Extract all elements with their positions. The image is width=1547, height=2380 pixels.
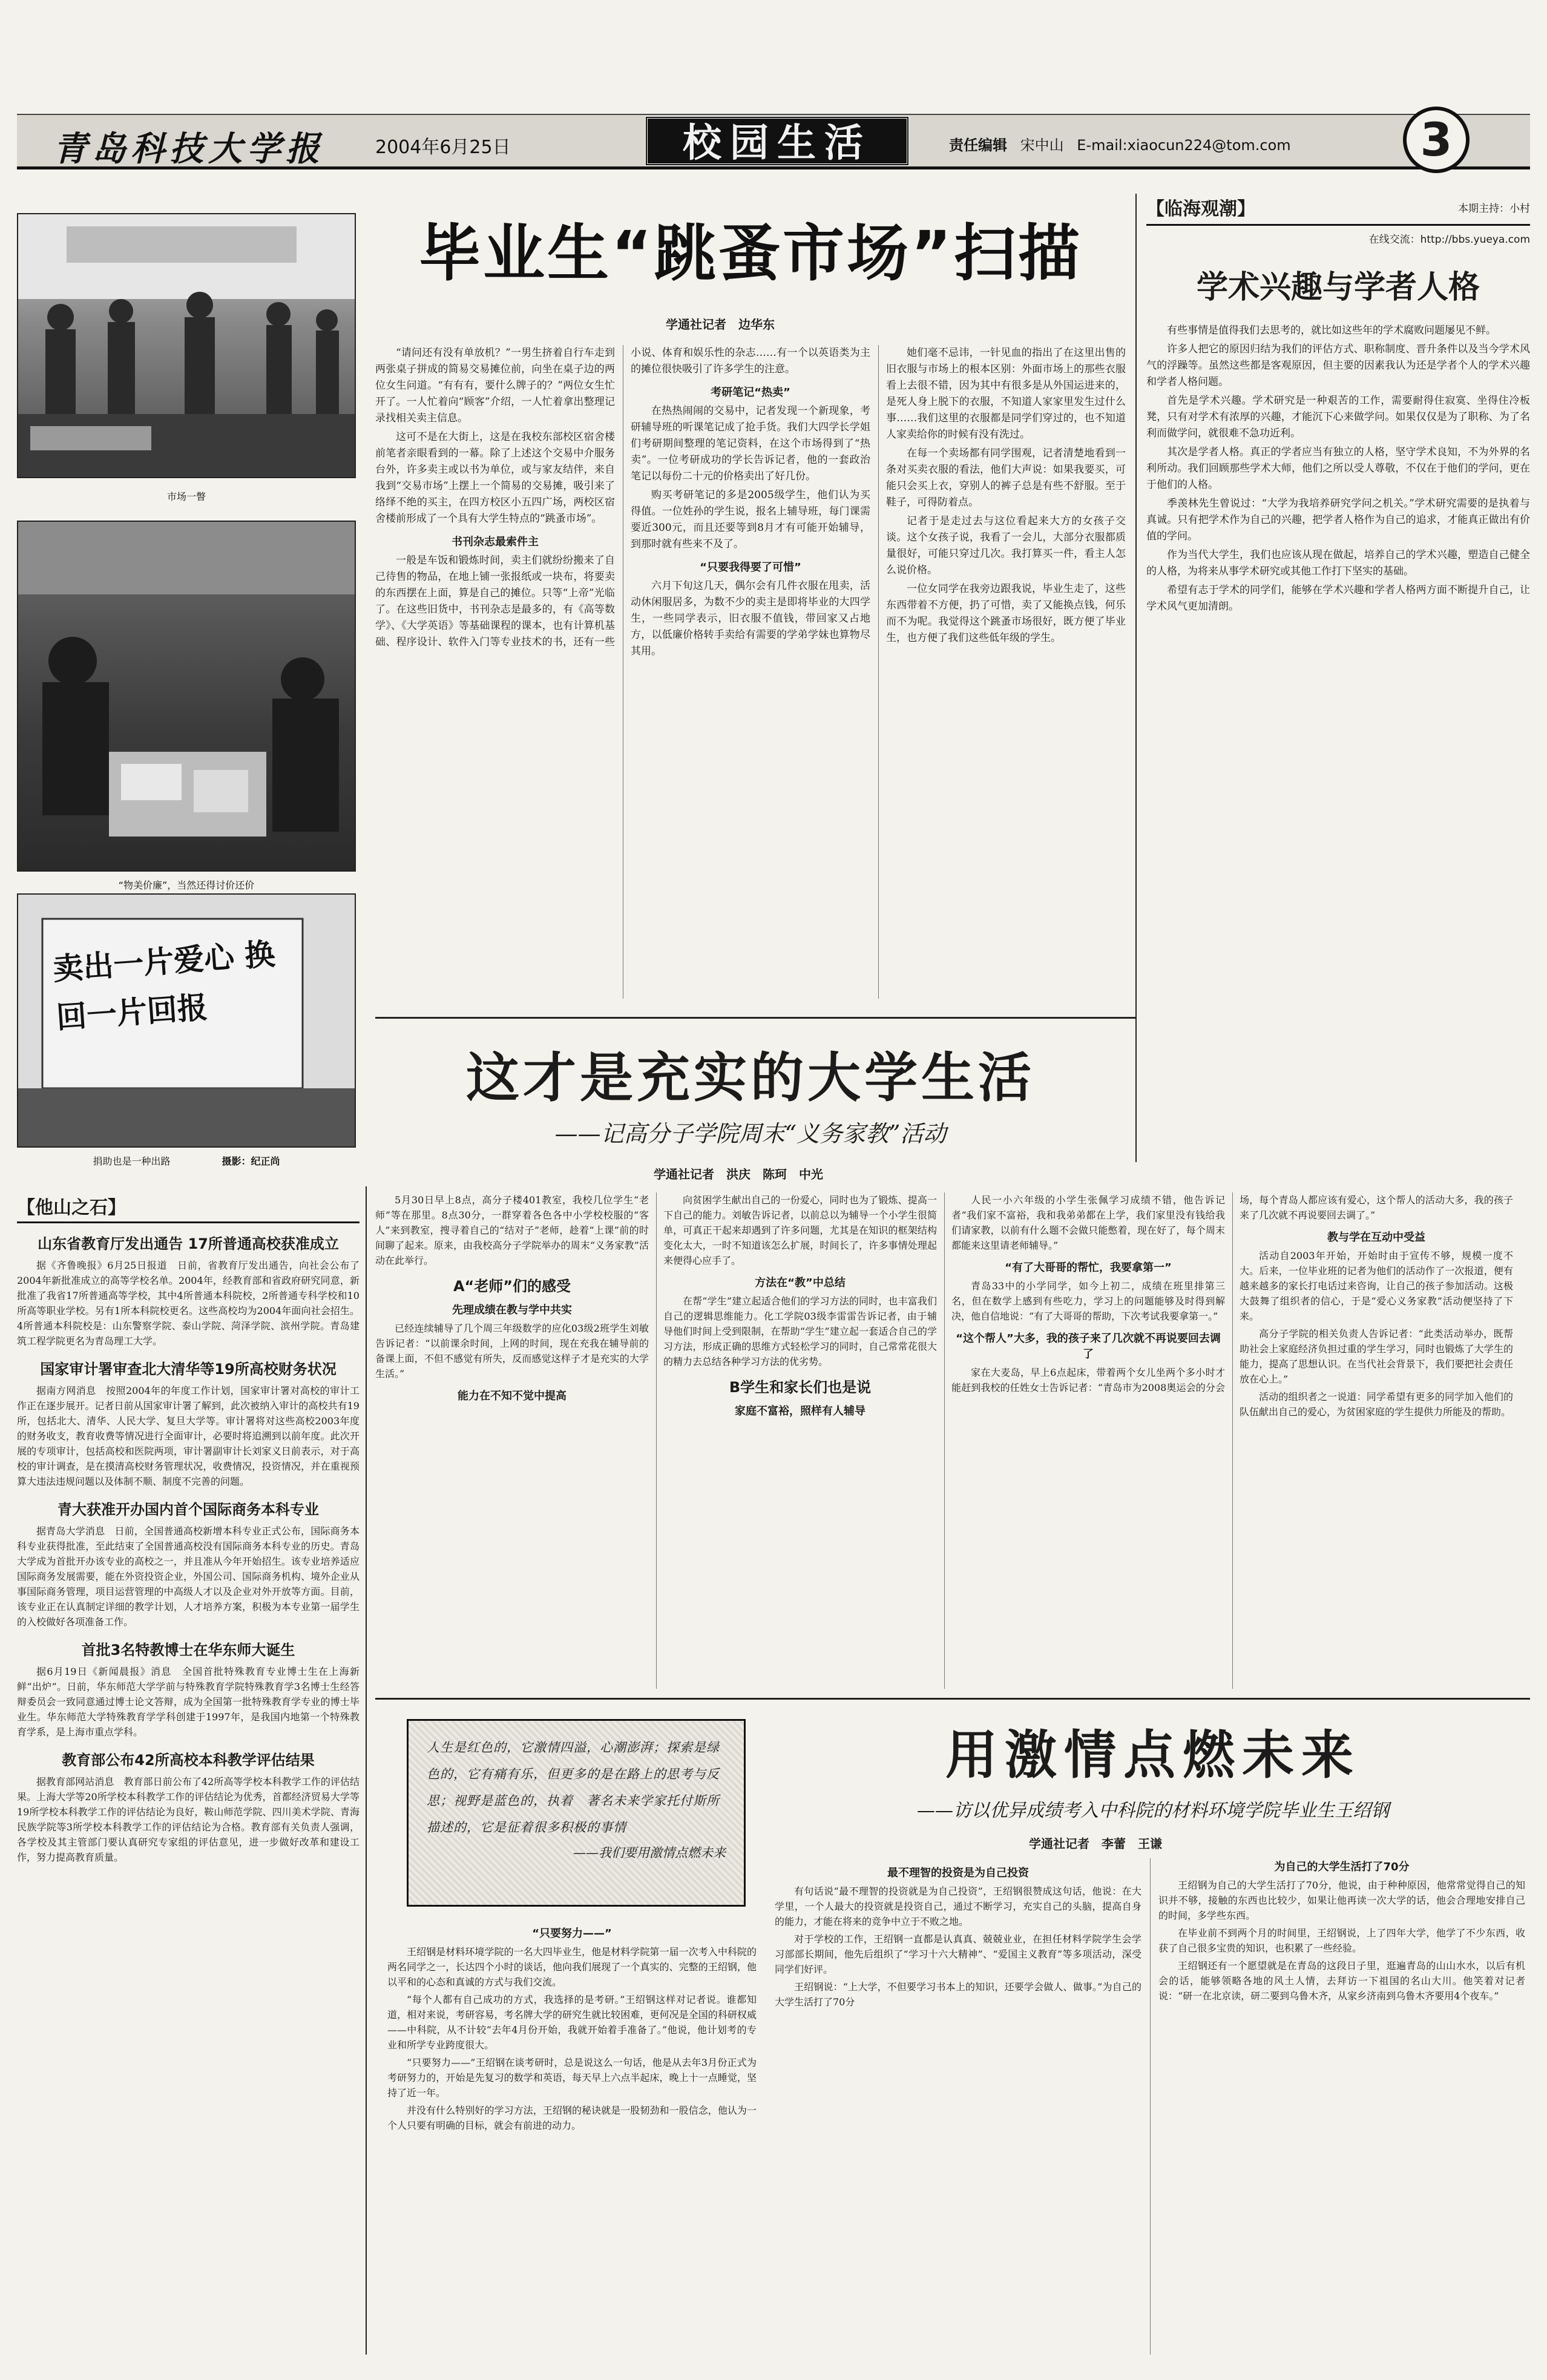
tutor-top-rule: [375, 1017, 1135, 1019]
page-number: [1403, 107, 1470, 173]
flea-paragraph: 在热热闹闹的交易中，记者发现一个新现象，考研辅导班的听课笔记成了抢手货。我们大四学长学姐们考研期间整理的笔记资料，在这个市场得到了“热卖”。一位考研成功的学长告诉记者，他的一套政治笔记以每份二十元的价格卖出了好几份。: [631, 405, 870, 482]
donation-caption-text: 捐助也是一种出路: [93, 1155, 171, 1167]
paper-name-logo: 青岛科技大学报: [53, 129, 324, 169]
flea-market-byline: 学通社记者 边华东: [666, 317, 775, 332]
haiyang-host: 本期主持：小村: [1458, 202, 1530, 215]
flea-subheading: 考研笔记“热卖”: [711, 386, 790, 399]
haiyang-column: [1146, 194, 1530, 1162]
passion-subheading: 为自己的大学生活打了70分: [1274, 1861, 1410, 1873]
tutor-section-heading: A“老师”们的感受: [453, 1278, 571, 1295]
passion-subtitle: ——访以优异成绩考入中科院的材料环境学院毕业生王绍钢: [917, 1800, 1389, 1821]
haiyang-paragraph: 希望有志于学术的同学们，能够在学术兴趣和学者人格两方面不断提升自己，让学术风气更加清朗。: [1146, 584, 1530, 613]
tutor-subheading: “有了大哥哥的帮忙，我要拿第一”: [1005, 1261, 1172, 1274]
tutor-paragraph: 5月30日早上8点，高分子楼401教室，我校几位学生“老师”等在那里。8点30分，一群穿着各色各中小学校校服的“客人”来到教室，搜寻着自己的“结对子”老师，趁着“上课”前的时间聊了起来。原来，由我校高分子学院举办的周末“义务家教”活动在此举行。: [375, 1194, 649, 1266]
flea-paragraph: 六月下旬这几天，偶尔会有几件衣服在甩卖，活动休闲服居多，为数不少的卖主是即将毕业的大四学生，一些同学表示，旧衣服不值钱，带回家又占地方，以低廉价格转手卖给有需要的学弟学妹也算物尽其用。: [631, 580, 870, 657]
passion-paragraph: 王绍钢是材料环境学院的一名大四毕业生，他是材料学院第一届一次考入中科院的两名同学之一，长达四个小时的谈话，他向我们展现了一个真实的、完整的王绍钢，他以平和的心态和真诚的方式与我们交流。: [387, 1946, 757, 1988]
brief-text: 据青岛大学消息 日前，全国普通高校新增本科专业正式公布，国际商务本科专业获得批准，至此结束了全国普通高校没有国际商务本科专业的历史。青岛大学成为首批开办该专业的高校之一，并且准从今年开始招生。该专业培养适应国际商务发展需要，能在外资投资企业，外国公司、国际商务机构、境外企业从事国际商务管理，项目运营管理的中高级人才以及企业对外开放等方面。目前，该专业正在认真制定详细的教学计划，人才培养方案，积极为本专业第一届学生的入校做好各项准备工作。: [17, 1525, 360, 1628]
passion-paragraph: “只要努力——”王绍钢在谈考研时，总是说这么一句话，他是从去年3月份正式为考研努力的，开始是先复习的数学和英语，每天早上六点半起床，晚上十一点睡觉，坚持了近一年。: [387, 2057, 757, 2099]
haiyang-title: 学术兴趣与学者人格: [1196, 269, 1480, 306]
passion-body-right: [775, 1858, 1525, 2355]
passion-paragraph: 王绍钢说：“上大学，不但要学习书本上的知识，还要学会做人、做事。”为自己的大学生活打了70分: [775, 1981, 1141, 2008]
passion-paragraph: 王绍钢为自己的大学生活打了70分，他说，由于种种原因，他常常觉得自己的知识并不够，接触的东西也比较少，如果让他再读一次大学的话，他会合理地安排自己的时间，多学些东西。: [1158, 1879, 1525, 1921]
passion-subheading: 最不理智的投资是为自己投资: [887, 1867, 1029, 1879]
photo-caption-bargain: “物美价廉”，当然还得讨价还价: [118, 879, 255, 891]
haiyang-paragraph: 有些事情是值得我们去思考的，就比如这些年的学术腐败问题屡见不鲜。: [1167, 324, 1496, 337]
flea-paragraph: 在每一个卖场都有同学围观，记者清楚地看到一条对买卖衣服的看法，他们大声说：如果我要买，可能只会买上衣，穿别人的裤子总是有些不舒服。至于鞋子，可得防着点。: [886, 447, 1126, 508]
haiyang-paragraph: 其次是学者人格。真正的学者应当有独立的人格，坚守学术良知，不为外界的名利所动。我们回顾那些学术大师，他们之所以受人尊敬，不仅在于他们的学问，更在于他们的人格。: [1146, 446, 1530, 491]
tutor-body: [375, 1192, 1513, 1689]
haiyang-header-row: [1146, 194, 1530, 226]
haiyang-paragraph: 季羡林先生曾说过：“大学为我培养研究学问之机关。”学术研究需要的是执着与真诚。只有把学术作为自己的兴趣，把学者人格作为自己的追求，才能真正做出有价值的学问。: [1146, 498, 1530, 542]
tutor-subheading: 教与学在互动中受益: [1327, 1231, 1425, 1244]
tutor-paragraph: 向贫困学生献出自己的一份爱心，同时也为了锻炼、提高一下自己的能力。刘敏告诉记者，以前总以为辅导一个小学生很简单，可真正干起来却遇到了许多问题，尤其是在知识的框架结构变化太大，一时不知道该怎么扩展，时间长了，许多事情处理起来便得心应手了。: [663, 1194, 937, 1266]
quote-text: 人生是红色的，它激情四溢，心潮澎湃；探索是绿色的，它有痛有乐，但更多的是在路上的思考与反思；视野是蓝色的，执着 著名未来学家托付斯所描述的，它是征着很多积极的事情: [427, 1740, 720, 1835]
haiyang-forum: 在线交流：http://bbs.yueya.com: [1368, 234, 1530, 246]
flea-paragraph: 记者于是走过去与这位看起来大方的女孩子交谈。这个女孩子说，我看了一会儿，大部分衣服都质量很好，可能只穿过几次。我打算买一件，看主人怎么说价格。: [886, 515, 1126, 576]
photo-caption-donation: [17, 1154, 356, 1168]
brief-title: 山东省教育厅发出通告 17所普通高校获准成立: [38, 1235, 339, 1252]
flea-paragraph: 她们毫不忌讳，一针见血的指出了在这里出售的旧衣服与市场上的根本区别：外面市场上的那些衣服看上去很不错，因为其中有很多是从外国运进来的，是死人身上脱下的衣服，不知道人家家里发生过什么事……我们这里的衣服都是同学们穿过的，也不知道人家卖给你的时候有没有洗过。: [886, 347, 1126, 441]
tutor-paragraph: 活动自2003年开始，开始时由于宣传不够，规模一度不大。后来，一位毕业班的记者为他们的活动作了一次报道，便有越来越多的家长打电话过来咨询，让自己的孩子参加活动。这极大鼓舞了组织者的信心，于是“爱心义务家教”活动便坚持了下来。: [1240, 1250, 1513, 1322]
tutor-title: 这才是充实的大学生活: [465, 1046, 1035, 1109]
tutor-paragraph: 家在大麦岛，早上6点起床，带着两个女儿坐两个多小时才能赶到我校的任姓女士告诉记者：“青岛市为2008奥运会的分会场，每个青岛人都应该有爱心，这个帮人的活动大多，我的孩子来了几次就不再说要回去调了。”: [951, 1194, 1513, 1393]
tutor-subheading: “这个帮人”大多，我的孩子来了几次就不再说要回去调了: [956, 1332, 1221, 1361]
photo-market-overview: [17, 213, 356, 478]
haiyang-header: 【临海观潮】: [1146, 199, 1255, 220]
brief-title: 国家审计署审查北大清华等19所高校财务状况: [40, 1361, 337, 1378]
tutor-paragraph: 青岛33中的小学同学，如今上初二，成绩在班里排第三名，但在数学上感到有些吃力，学习上的问题能够及时得到解决，他自信地说：“有了大哥哥的帮助，下次考试我要拿第一。”: [951, 1280, 1225, 1322]
tutor-subheading: 方法在“教”中总结: [755, 1277, 846, 1289]
brief-text: 据6月19日《新闻晨报》消息 全国首批特殊教育专业博士生在上海新鲜“出炉”。日前，华东师范大学学前与特殊教育学院特殊教育学3名博士生经答辩委员会一致同意通过博士论文答辩，成为全国第一批特殊教育学专业的博士毕业生。华东师范大学特殊教育学学科创建于1997年，是我国内地第一个特殊教育学系，是上海市重点学科。: [17, 1666, 360, 1738]
tutor-paragraph: 已经连续辅导了几个周三年级数学的应化03级2班学生刘敏告诉记者：“以前课余时间，上网的时间，现在充我在辅导前的备课上面，不但不感觉有所失，反而感觉这样子才是充实的大学生活。”: [375, 1323, 649, 1379]
briefs-header: 【他山之石】: [17, 1192, 360, 1223]
tutor-paragraph: 高分子学院的相关负责人告诉记者：“此类活动举办，既帮助社会上家庭经济负担过重的学生学习，同时也锻炼了大学生的能力，提高了思想认识。在当代社会背景下，我们要把社会责任放在心上。”: [1240, 1328, 1513, 1385]
passion-paragraph: 王绍钢还有一个愿望就是在青岛的这段日子里，逛遍青岛的山山水水，以后有机会的话，能够领略各地的风土人情，去拜访一下祖国的名山大川。他笑着对记者说：“研一在北京读，研二要到乌鲁木齐，从家乡济南到乌鲁木齐要用4个夜车。”: [1158, 1960, 1525, 2002]
tutor-byline: 学通社记者 洪庆 陈珂 中光: [654, 1167, 823, 1182]
editor-email: E-mail:xiaocun224@tom.com: [1077, 137, 1291, 154]
brief-text: 据教育部网站消息 教育部日前公布了42所高等学校本科教学工作的评估结果。上海大学等20所学校本科教学工作的评估结论为优秀，首都经济贸易大学等19所学校本科教学工作的评估结论为良好，鞍山师范学院、四川美术学院、青海民族学院等3所学校本科教学工作的评估结论为合格。教育部有关负责人强调，各学校及其主管部门要认真研究专家组的评估意见，进一步做好改革和建设工作，努力提高教育质量。: [17, 1776, 360, 1863]
flea-paragraph: 这可不是在大街上，这是在我校东部校区宿舍楼前笔者亲眼看到的一幕。除了上述这个交易中介服务台外，许多卖主或以书为单位，或与家友结伴，来自我到“交易市场”上摆上一个简易的交易摊，吸引来了络绎不绝的买主，在四方校区小五四广场，两校区宿舍楼前形成了一个具有大学生特点的“跳蚤市场”。: [375, 431, 615, 525]
tutor-paragraph: 人民一小六年级的小学生张佩学习成绩不错，他告诉记者“我们家不富裕，我和我弟弟都在上学，我们家里没有钱给我们请家教，以前有什么题不会做只能憋着，现在好了，每个周末都能来这里请老师辅导。”: [951, 1194, 1225, 1251]
passion-paragraph: 对于学校的工作，王绍钢一直都是认真真、兢兢业业，在担任材料学院学生会学习部部长期间，他先后组织了“学习十六大精神”、“爱国主义教育”等多项活动，深受同学们好评。: [775, 1933, 1141, 1975]
passion-top-rule: [375, 1698, 1530, 1700]
brief-text: 据《齐鲁晚报》6月25日报道 日前，省教育厅发出通告，向社会公布了2004年新批准成立的高等学校名单。2004年，经教育部和省政府研究同意，新批准了我省17所普通高等学校，其中4所普通本科院校，2所普通专科学校和10所高等职业学校。另有1所本科院校更名。这些高校均为2004年面向社会招生。4所普通本科院校是：山东警察学院、泰山学院、菏泽学院、滨州学院。青岛建筑工程学院更名为青岛理工大学。: [17, 1260, 360, 1347]
passion-subheading: “只要努力——”: [532, 1927, 612, 1940]
tutor-subheading: 家庭不富裕，照样有人辅导: [735, 1405, 865, 1418]
haiyang-paragraph: 首先是学术兴趣。学术研究是一种艰苦的工作，需要耐得住寂寞、坐得住冷板凳，只有对学术有浓厚的兴趣，才能沉下心来做学问。如果仅仅是为了职称、为了名利而做学问，就很难不急功近利。: [1146, 395, 1530, 439]
tutor-subheading: 能力在不知不觉中提高: [458, 1390, 567, 1402]
flea-market-body: [375, 345, 1126, 999]
flea-paragraph: 一位女同学在我旁边跟我说，毕业生走了，这些东西带着不方便，扔了可惜，卖了又能换点钱，何乐而不为呢。我觉得这个跳蚤市场很好，既方便了毕业生，也方便了我们这些低年级的学生。: [886, 583, 1126, 644]
passion-byline: 学通社记者 李蕾 王谦: [1029, 1836, 1162, 1851]
masthead: [17, 114, 1530, 169]
flea-paragraph: “请问还有没有单放机？”一男生挤着自行车走到两张桌子拼成的简易交易摊位前，向坐在桌子边的两位女生问道。“有有有，要什么牌子的？”两位女生忙开了。一人忙着向“顾客”介绍，一人忙着拿出整理记录找相关卖主信息。: [375, 347, 615, 424]
page-number-text: 3: [1420, 113, 1453, 166]
tutor-subheading: 先理成绩在教与学中共实: [452, 1304, 572, 1317]
haiyang-paragraph: 许多人把它的原因归结为我们的评估方式、职称制度、晋升条件以及当今学术风气的浮躁等。虽然这些都是客观原因，但主要的因素我认为还是学者个人的学术兴趣和学者人格问题。: [1146, 343, 1530, 388]
passion-title: 用激情点燃未来: [945, 1725, 1361, 1786]
editor-name: 宋中山: [1020, 137, 1064, 154]
bargain-illustration: [18, 522, 356, 872]
flea-market-title: 毕业生“跳蚤市场”扫描: [418, 218, 1083, 290]
passion-paragraph: 有句话说“最不理智的投资就是为自己投资”，王绍钢很赞成这句话，他说：在大学里，一个人最大的投资就是投资自己，通过不断学习，充实自己的头脑，提高自身的能力，才能在将来的竞争中立于不败之地。: [775, 1885, 1141, 1927]
passion-paragraph: 在毕业前不到两个月的时间里，王绍钢说，上了四年大学，他学了不少东西，收获了自己很多宝贵的知识，也积累了一些经验。: [1158, 1927, 1525, 1954]
brief-title: 首批3名特教博士在华东师大诞生: [81, 1642, 295, 1658]
brief-title: 青大获准开办国内首个国际商务本科专业: [57, 1501, 319, 1518]
quote-box: [407, 1719, 746, 1907]
column-divider: [1135, 194, 1137, 1162]
flea-subheading: “只要我得要了可惜”: [700, 561, 801, 574]
flea-paragraph: 一般是车饭和锻炼时间，卖主们就纷纷搬来了自己待售的物品，在地上铺一张报纸或一块布，将要卖的东西摆在上面，算是自己的摊位。只等“上帝”光临了。在这些旧货中，书刊杂志是最多的，有《高等数学》、《大学英语》等基础课程的课本，也有计算机基础、程序设计、软件入门等专业技术的书，还有一些小说、体育和娱乐性的杂志……有一个以英语类为主的摊位很快吸引了许多学生的注意。: [375, 347, 870, 648]
section-title: 校园生活: [645, 116, 909, 166]
haiyang-paragraph: 作为当代大学生，我们也应该从现在做起，培养自己的学术兴趣，塑造自己健全的人格，为将来从事学术研究或其他工作打下坚实的基础。: [1146, 549, 1530, 577]
passion-paragraph: 并没有什么特别好的学习方法，王绍钢的秘诀就是一股韧劲和一股信念，他认为一个人只要有明确的目标，就会有前进的动力。: [387, 2105, 757, 2131]
editor-label: 责任编辑: [949, 137, 1007, 154]
photo-donation: [17, 893, 356, 1148]
market-people-illustration: [18, 214, 356, 478]
issue-date: 2004年6月25日: [375, 137, 511, 158]
passion-paragraph: “每个人都有自己成功的方式，我选择的是考研。”王绍钢这样对记者说。谁都知道，相对来说，考研容易，考名牌大学的研究生就比较困难，更何况是全国的科研权威——中科院，从不计较“去年4月份开始，我就开始着手准备了。”他说，他计划考的专业和所学专业跨度很大。: [387, 1994, 757, 2051]
brief-title: 教育部公布42所高校本科教学评估结果: [62, 1752, 315, 1769]
photo-bargain: [17, 521, 356, 872]
photo-caption-market: 市场一瞥: [166, 491, 206, 502]
flea-subheading: 书刊杂志最索件主: [452, 536, 539, 548]
briefs-column: [17, 1192, 360, 2355]
passion-body-left: [387, 1919, 757, 2355]
tutor-paragraph: 在帮“学生”建立起适合他们的学习方法的同时，也丰富我们自己的逻辑思维能力。化工学院03级李雷雷告诉记者，由于辅导他们时间上受到限制，在帮助“学生”建立起一套适合自己的学习方法，形成正确的思维方式轻松学习的同时，自己常常花很大的精力去总结各种学习方法的优劣势。: [663, 1295, 937, 1367]
briefs-divider: [366, 1186, 367, 2355]
quote-author: ——我们要用激情点燃未来: [573, 1846, 726, 1860]
flea-paragraph: 购买考研笔记的多是2005级学生，他们认为买得值。一位姓孙的学生说，报名上辅导班，每门课需要近300元，而且还要等到8月才有可能开始辅导，到那时就有些来不及了。: [631, 489, 870, 550]
tutor-paragraph: 活动的组织者之一说道：同学希望有更多的同学加入他们的队伍献出自己的爱心，为贫困家庭的学生提供力所能及的帮助。: [1240, 1391, 1513, 1418]
brief-text: 据南方网消息 按照2004年的年度工作计划，国家审计署对高校的审计工作正在逐步展开。记者日前从国家审计署了解到，此次被纳入审计的高校共有19所，包括北大、清华、人民大学、复旦大学等。审计署将对这些高校2003年度的财务收支，教育收费等情况进行全面审计，必要时将追溯到以前年度。此次开展的专项审计，包括高校和医院两项，审计署副审计长刘家义日前表示，对于高校的审计调查，是在摸清高校财务管理状况，收费情况，投资情况，并在重视预算大违法违规问题以及体制不顺、制度不完善的问题。: [17, 1385, 360, 1487]
photo-credit: 摄影：纪正尚: [222, 1155, 280, 1167]
donation-sign-text: 卖出一片爱心 换回一片回报: [51, 936, 277, 1036]
editor-info: [949, 133, 1291, 154]
tutor-subtitle: ——记高分子学院周末“义务家教”活动: [554, 1120, 947, 1147]
tutor-section-heading: B学生和家长们也是说: [729, 1379, 872, 1396]
